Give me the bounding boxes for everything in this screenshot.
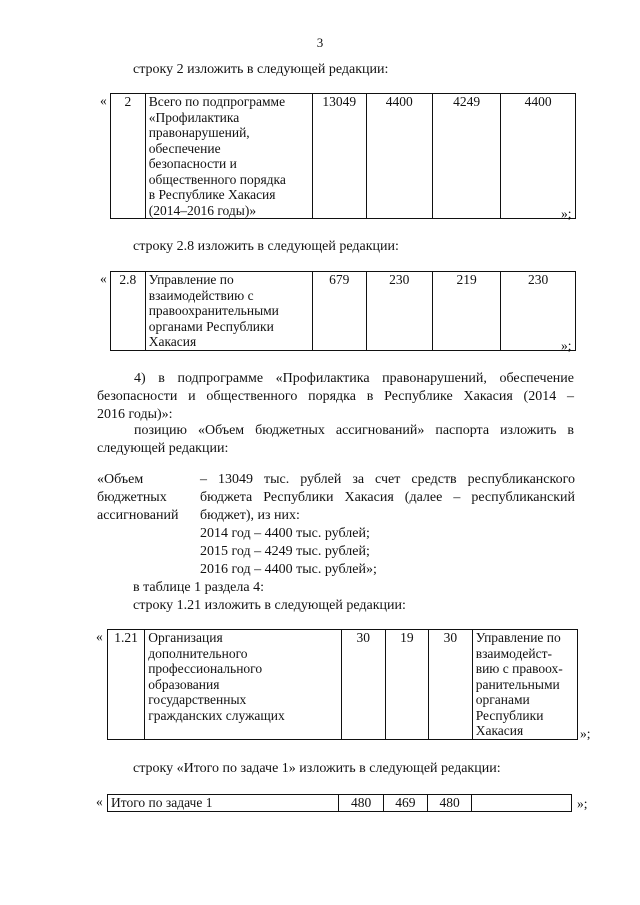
exec-line: органами — [475, 692, 530, 707]
instruction-row-1-21: строку 1.21 изложить в следующей редакции: — [133, 598, 406, 613]
exec-line: Республики — [475, 707, 544, 723]
executor — [472, 630, 577, 740]
row-number: 1.21 — [108, 630, 145, 740]
name-line: образования — [148, 676, 220, 692]
name-line: Управление по — [148, 272, 234, 287]
value-2015: 19 — [385, 630, 429, 740]
para4-line-2: безопасности и общественного порядка в Республике Хакасия (2014 – — [97, 389, 574, 404]
budget-text — [200, 471, 575, 579]
instruction-row-total: строку «Итого по задаче 1» изложить в следующей редакции: — [133, 761, 501, 776]
budget-line: бюджет), из них: — [200, 508, 300, 523]
name-line: общественного порядка — [148, 171, 286, 187]
close-quote: »; — [561, 206, 572, 221]
exec-line: взаимодейст- — [475, 645, 553, 661]
value-2015: 4249 — [432, 94, 500, 219]
name-line: органами Республики — [148, 318, 274, 334]
executor — [472, 795, 572, 812]
position-line-2: следующей редакции: — [97, 441, 229, 456]
name-line: правонарушений, — [148, 125, 250, 140]
table1-intro: в таблице 1 раздела 4: — [133, 580, 264, 595]
value-2016: 4400 — [501, 94, 576, 219]
budget-line: 2016 год – 4400 тыс. рублей»; — [200, 562, 377, 577]
value-2015: 219 — [432, 272, 500, 351]
table-row-total — [107, 794, 572, 812]
open-quote: « — [100, 93, 107, 108]
row-number: 2.8 — [111, 272, 146, 351]
budget-line: – 13049 тыс. рублей за счет средств республиканского — [200, 472, 575, 487]
instruction-row-2: строку 2 изложить в следующей редакции: — [133, 62, 389, 77]
row-name: Итого по задаче 1 — [108, 795, 339, 812]
close-quote: »; — [577, 796, 588, 811]
budget-label-line: бюджетных — [97, 490, 167, 505]
open-quote: « — [100, 271, 107, 286]
page-number: 3 — [316, 35, 324, 50]
instruction-row-2-8: строку 2.8 изложить в следующей редакции: — [133, 239, 399, 254]
row-name — [145, 272, 312, 351]
close-quote: »; — [580, 726, 591, 741]
budget-label-line: ассигнований — [97, 508, 179, 523]
open-quote: « — [96, 794, 103, 809]
name-line: взаимодействию с — [148, 287, 254, 303]
value-2015: 469 — [383, 795, 427, 812]
value-2016: 30 — [429, 630, 473, 740]
exec-line: ранительными — [475, 676, 560, 692]
row-name — [145, 94, 312, 219]
value-2016: 480 — [427, 795, 471, 812]
close-quote: »; — [561, 338, 572, 353]
value-2014: 230 — [366, 272, 432, 351]
position-line-1: позицию «Объем бюджетных ассигнований» паспорта изложить в — [134, 423, 574, 438]
name-line: в Республике Хакасия — [148, 187, 276, 202]
table-row-1-21 — [107, 629, 578, 740]
budget-label-line: «Объем — [97, 472, 144, 487]
budget-line: 2015 год – 4249 тыс. рублей; — [200, 544, 370, 559]
value-total: 679 — [312, 272, 366, 351]
budget-line: 2014 год – 4400 тыс. рублей; — [200, 526, 370, 541]
table-row-2-8 — [110, 271, 576, 351]
name-line: правоохранительными — [148, 303, 279, 318]
value-2016: 230 — [501, 272, 576, 351]
name-line: профессионального — [148, 661, 263, 676]
budget-label — [97, 471, 178, 525]
exec-line: Хакасия — [475, 723, 524, 738]
name-line: гражданских служащих — [148, 707, 285, 723]
name-line: Всего по подпрограмме — [148, 94, 286, 109]
name-line: (2014–2016 годы)» — [148, 202, 257, 218]
exec-line: вию с правоох- — [475, 661, 563, 676]
name-line: государственных — [148, 692, 247, 707]
row-number: 2 — [111, 94, 146, 219]
table-row-2 — [110, 93, 576, 219]
value-total: 13049 — [312, 94, 366, 219]
name-line: Организация — [148, 630, 223, 645]
value-2014: 30 — [341, 630, 385, 740]
open-quote: « — [96, 629, 103, 644]
para4-line-1: 4) в подпрограмме «Профилактика правонарушений, обеспечение — [134, 371, 574, 386]
budget-line: бюджета Республики Хакасия (далее – республиканский — [200, 490, 575, 505]
name-line: обеспечение — [148, 140, 221, 156]
name-line: дополнительного — [148, 645, 248, 661]
row-name — [145, 630, 342, 740]
name-line: «Профилактика — [148, 109, 240, 125]
value-2014: 480 — [339, 795, 383, 812]
name-line: безопасности и — [148, 156, 237, 171]
para4-line-3: 2016 годы)»: — [97, 407, 173, 422]
exec-line: Управление по — [475, 630, 561, 645]
value-2014: 4400 — [366, 94, 432, 219]
name-line: Хакасия — [148, 334, 197, 349]
